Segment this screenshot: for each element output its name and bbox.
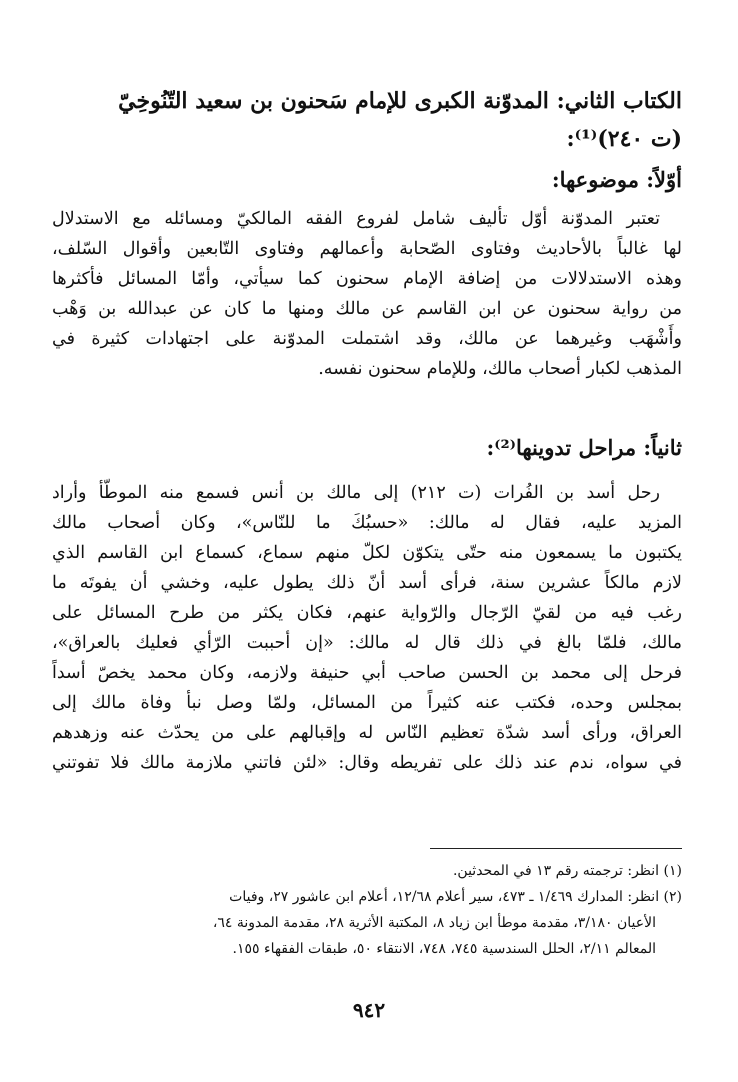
paragraph-line: فرحل إلى محمد بن الحسن صاحب أبي حنيفة ولازمه، وكان محمد يخصّ أسداً <box>52 663 682 683</box>
footnote-divider <box>430 848 682 849</box>
paragraph-line: المزيد عليه، فقال له مالك: «حسبُكَ ما للنّاس»، وكان أصحاب مالك <box>52 513 682 533</box>
paragraph-line: لازم مالكاً عشرين سنة، فرأى أسد أنّ ذلك يطول عليه، وخشي أن يفوتَه ما <box>52 573 682 593</box>
paragraph-line: العراق، ورأى أسد شدّة تعظيم النّاس له وإقبالهم على من يحدّث عنه وزهدهم <box>52 723 682 743</box>
paragraph-line: تعتبر المدوّنة أوّل تأليف شامل لفروع الفقه المالكيّ ومسائله مع الاستدلال <box>52 209 660 229</box>
book-title-line-2: (ت ٢٤٠)⁽¹⁾: <box>566 126 682 152</box>
paragraph-line: رحل أسد بن الفُرات (ت ٢١٢) إلى مالك بن أنس فسمع منه الموطّأ وأراد <box>52 483 660 503</box>
paragraph-line: في سواه، ندم عند ذلك على تفريطه وقال: «لئن فاتني ملازمة مالك فلا تفوتني <box>52 753 682 773</box>
footnote-1: (١) انظر: ترجمته رقم ١٣ في المحدثين. <box>452 863 682 879</box>
paragraph-line: بمجلس وحده، فكتب عنه كثيراً من المسائل، ولمّا وصل نبأ وفاة مالك إلى <box>52 693 682 713</box>
paragraph-line: وهذه الاستدلالات من إضافة الإمام سحنون كما سيأتي، وأمّا المسائل فأكثرها <box>52 269 682 289</box>
footnote-2-line: (٢) انظر: المدارك ١/٤٦٩ ـ ٤٧٣، سير أعلام ١٢/٦٨، أعلام ابن عاشور ٢٧، وفيات <box>229 889 682 905</box>
paragraph-line: المذهب لكبار أصحاب مالك، وللإمام سحنون نفسه. <box>318 359 682 379</box>
footnote-2-line: الأعيان ٣/١٨٠، مقدمة موطأ ابن زياد ٨، المكتبة الأثرية ٢٨، مقدمة المدونة ٦٤، <box>212 915 656 931</box>
paragraph-line: لها غالباً بالأحاديث وفتاوى الصّحابة وأعمالهم وفتاوى التّابعين وأقوال السّلف، <box>52 239 682 259</box>
section-heading-topic: أوّلاً: موضوعها: <box>551 167 682 192</box>
section-topic-paragraph <box>52 204 682 384</box>
paragraph-line: يكتبون ما يسمعون منه حتّى يتكوّن لكلّ منهم سماع، كسماع ابن القاسم الذي <box>52 543 682 563</box>
footnotes <box>52 858 682 962</box>
paragraph-line: رغب فيه من لقيّ الرّجال والرّواية عنهم، فكان يكثر من طرح المسائل على <box>52 603 682 623</box>
section-stages-paragraph <box>52 478 682 778</box>
book-title-line-1: الكتاب الثاني: المدوّنة الكبرى للإمام سَحنون بن سعيد التّنُوخِيّ <box>118 88 682 114</box>
paragraph-line: وأَشْهَب وغيرهما عن مالك، وقد اشتملت المدوّنة على اجتهادات كثيرة في <box>52 329 682 349</box>
page-number: ٩٤٢ <box>352 998 386 1022</box>
paragraph-line: مالك، فلمّا بالغ في ذلك قال له مالك: «إن أحببت الرّأي فعليك بالعراق»، <box>52 633 682 653</box>
section-heading-stages: ثانياً: مراحل تدوينها⁽²⁾: <box>486 435 682 460</box>
paragraph-line: من رواية سحنون عن ابن القاسم عن مالك ومنها ما كان عن عبدالله بن وَهْب <box>52 299 682 319</box>
footnote-2-line: المعالم ٢/١١، الحلل السندسية ٧٤٥، ٧٤٨، الانتقاء ٥٠، طبقات الفقهاء ١٥٥. <box>232 941 656 957</box>
